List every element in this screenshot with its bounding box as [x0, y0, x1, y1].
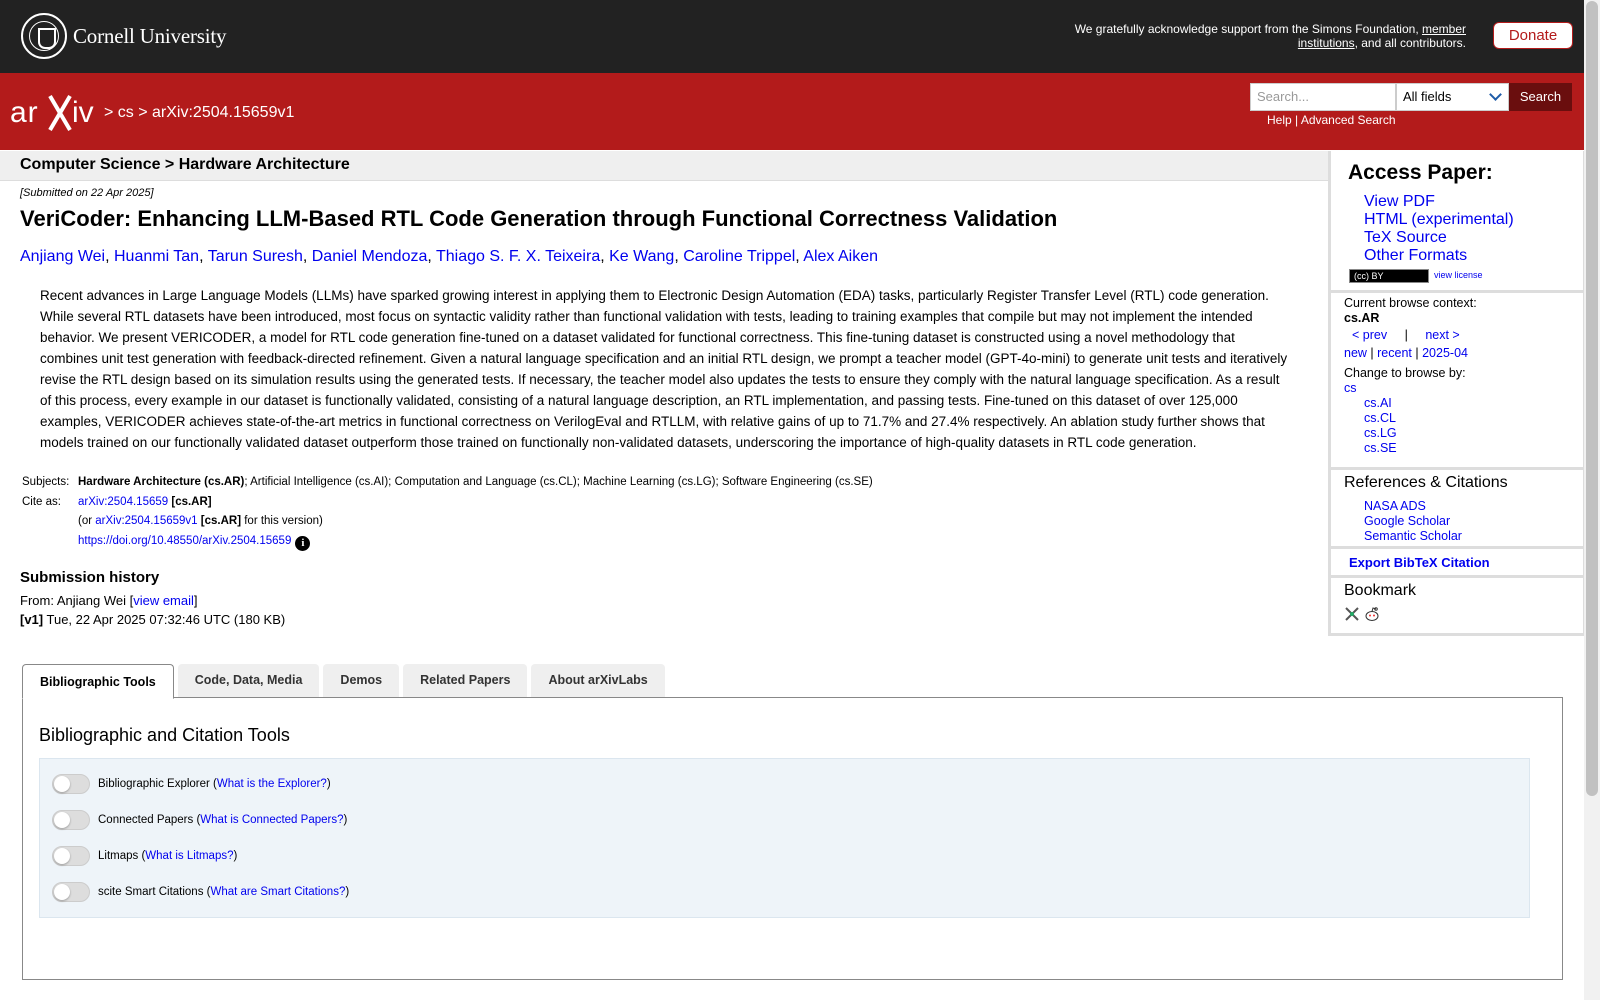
divider: [1331, 546, 1583, 549]
access-paper-title: Access Paper:: [1348, 161, 1493, 184]
tool-row: Litmaps ( What is Litmaps? ): [52, 846, 237, 866]
view-email-link[interactable]: view email: [133, 593, 194, 608]
subject-header: [0, 151, 1328, 181]
author-link[interactable]: Huanmi Tan: [113, 248, 200, 265]
what-is-explorer-link[interactable]: What is the Explorer?: [216, 778, 327, 790]
author-link[interactable]: Anjiang Wei: [20, 248, 106, 265]
cornell-logo[interactable]: [21, 13, 226, 59]
access-links: [1364, 193, 1514, 265]
recent-link[interactable]: recent: [1377, 346, 1412, 360]
svg-text:iv: iv: [72, 96, 94, 129]
what-is-connected-papers-link[interactable]: What is Connected Papers?: [200, 814, 344, 826]
tool-row: scite Smart Citations ( What are Smart Citations? ): [52, 882, 349, 902]
connected-papers-toggle[interactable]: [52, 810, 90, 830]
author-link[interactable]: Caroline Trippel: [683, 248, 796, 265]
panel-title: Bibliographic and Citation Tools: [39, 725, 290, 745]
tab-code-data-media[interactable]: Code, Data, Media: [178, 664, 320, 697]
doi-link[interactable]: https://doi.org/10.48550/arXiv.2504.15659: [78, 535, 292, 547]
html-link[interactable]: HTML (experimental): [1364, 211, 1514, 228]
tools-box: [39, 758, 1530, 918]
browse-item[interactable]: cs.SE: [1364, 441, 1397, 455]
bookmark-icons: [1344, 606, 1380, 622]
breadcrumb: > cs > arXiv:2504.15659v1: [104, 104, 295, 121]
cornell-seal-icon: [21, 13, 67, 59]
author-link[interactable]: Ke Wang: [609, 248, 675, 265]
support-text: We gratefully acknowledge support from the Simons Foundation, member institutions, and all contributors.: [1074, 22, 1466, 50]
references-links: [1364, 499, 1462, 544]
tab-related-papers[interactable]: Related Papers: [403, 664, 527, 697]
cite-version-link[interactable]: arXiv:2504.15659v1: [95, 515, 198, 527]
search-button[interactable]: Search: [1509, 83, 1572, 111]
tab-demos[interactable]: Demos: [323, 664, 399, 697]
sidebar: [1328, 151, 1586, 636]
paper-metadata: Subjects: Hardware Architecture (cs.AR); Artificial Intelligence (cs.AI); Computation and Language (cs.CL); Machine Learning (cs.LG); Software Engineering (cs.SE) Cite as: arXiv:2504.15659 [cs.AR] (or arXiv:2504.15659v1 [cs.AR] for this version) https://doi.org/10.48550/arXiv.2504.15659 i: [22, 476, 873, 549]
cite-label: Cite as:: [22, 496, 61, 508]
submission-version: [v1] Tue, 22 Apr 2025 07:32:46 UTC (180 KB): [20, 612, 286, 627]
cornell-name: Cornell University: [73, 23, 227, 48]
bibsonomy-icon[interactable]: [1344, 606, 1360, 622]
reddit-icon[interactable]: [1364, 606, 1380, 622]
divider: [1331, 575, 1583, 578]
tex-source-link[interactable]: TeX Source: [1364, 229, 1447, 246]
labs-tabs: [22, 664, 665, 699]
cc-by-license-icon[interactable]: (cc) BY: [1349, 269, 1429, 283]
divider: [1331, 290, 1583, 293]
breadcrumb-cs[interactable]: cs: [117, 104, 134, 121]
member-institutions-link[interactable]: member institutions: [1297, 22, 1466, 50]
next-link[interactable]: next >: [1425, 328, 1460, 342]
subjects-label: Subjects:: [22, 476, 70, 488]
chevron-down-icon: [1489, 88, 1502, 101]
tool-row: Bibliographic Explorer ( What is the Explorer? ): [52, 774, 331, 794]
arxiv-header: [0, 73, 1584, 150]
scrollbar-thumb[interactable]: [1586, 1, 1598, 796]
tab-panel: [22, 697, 1563, 980]
cornell-bar: [0, 0, 1584, 73]
prev-link[interactable]: < prev: [1352, 328, 1388, 342]
tab-about-arxivlabs[interactable]: About arXivLabs: [531, 664, 664, 697]
subjects-value: Hardware Architecture (cs.AR); Artificial Intelligence (cs.AI); Computation and Language (cs.CL); Machine Learning (cs.LG); Software Engineering (cs.SE): [78, 476, 873, 488]
donate-button[interactable]: Donate: [1493, 22, 1573, 49]
view-pdf-link[interactable]: View PDF: [1364, 193, 1435, 210]
arxiv-logo-icon[interactable]: [10, 92, 102, 134]
other-formats-link[interactable]: Other Formats: [1364, 247, 1468, 264]
submission-history-title: Submission history: [20, 569, 160, 586]
tool-row: Connected Papers ( What is Connected Papers? ): [52, 810, 347, 830]
search-field-select[interactable]: All fields: [1396, 83, 1509, 111]
author-list: Anjiang Wei, Huanmi Tan, Tarun Suresh, Daniel Mendoza, Thiago S. F. X. Teixeira, Ke Wang, Caroline Trippel, Alex Aiken: [20, 248, 879, 265]
cite-id-link[interactable]: arXiv:2504.15659: [78, 496, 169, 508]
browse-item[interactable]: cs.LG: [1364, 426, 1397, 440]
bibliographic-explorer-toggle[interactable]: [52, 774, 90, 794]
divider: [1331, 467, 1583, 470]
references-title: References & Citations: [1344, 474, 1508, 491]
tab-bibliographic-tools[interactable]: Bibliographic Tools: [22, 664, 174, 699]
svg-text:ar: ar: [10, 96, 39, 129]
nasa-ads-link[interactable]: NASA ADS: [1364, 499, 1426, 513]
month-link[interactable]: 2025-04: [1422, 346, 1468, 360]
view-license-link[interactable]: view license: [1434, 270, 1483, 280]
help-links: Help | Advanced Search: [1267, 113, 1396, 127]
info-icon[interactable]: i: [295, 536, 310, 551]
search-input[interactable]: Search...: [1250, 83, 1396, 111]
browse-context: Current browse context: cs.AR < prev | next > new | recent | 2025-04 Change to browse by: cs cs.AI cs.CL cs.LG cs.SE: [1344, 296, 1477, 455]
abstract: Recent advances in Large Language Models (LLMs) have sparked growing interest in applying them to Electronic Design Automation (EDA) tasks, particularly Register Transfer Level (RTL) code generation. While several RTL datasets have been introduced, most focus on syntactic validity rather than functional validation with tests, leading to training examples that compile but may not implement the intended behavior. We present VERICODER, a model for RTL code generation fine-tuned on a dataset validated for functional correctness. This fine-tuning dataset is constructed using a novel methodology that combines unit test generation with feedback-directed refinement. Given a natural language specification and an initial RTL design, we prompt a teacher model (GPT-4o-mini) to generate unit tests and iteratively revise the RTL design based on its simulation results using the generated tests. If necessary, the teacher model also updates the tests to ensure they comply with the natural language specification. As a result of this process, every example in our dataset is functionally validated, consisting of a natural language description, an RTL implementation, and passing tests. Fine-tuned on this dataset of over 125,000 examples, VERICODER achieves state-of-the-art metrics in functional correctness on VerilogEval and RTLLM, with relative gains of up to 71.7% and 27.4% respectively. An ablation study further shows that models trained on our functionally validated dataset outperform those trained on functionally non-validated datasets, underscoring the importance of high-quality datasets in RTL code generation.: [40, 288, 1288, 450]
browse-item[interactable]: cs.AI: [1364, 396, 1392, 410]
what-is-litmaps-link[interactable]: What is Litmaps?: [145, 850, 234, 862]
bookmark-title: Bookmark: [1344, 582, 1417, 599]
author-link[interactable]: Alex Aiken: [803, 248, 879, 265]
submission-from: From: Anjiang Wei [view email]: [20, 593, 198, 608]
litmaps-toggle[interactable]: [52, 846, 90, 866]
author-link[interactable]: Thiago S. F. X. Teixeira: [435, 248, 601, 265]
new-link[interactable]: new: [1344, 346, 1367, 360]
author-link[interactable]: Daniel Mendoza: [311, 248, 428, 265]
context-value: cs.AR: [1344, 311, 1380, 325]
browse-item[interactable]: cs.CL: [1364, 411, 1396, 425]
semantic-scholar-link[interactable]: Semantic Scholar: [1364, 529, 1462, 543]
author-link[interactable]: Tarun Suresh: [207, 248, 303, 265]
export-bibtex-link[interactable]: Export BibTeX Citation: [1349, 555, 1490, 570]
what-are-smart-citations-link[interactable]: What are Smart Citations?: [210, 886, 346, 898]
google-scholar-link[interactable]: Google Scholar: [1364, 514, 1451, 528]
help-link[interactable]: Help: [1267, 113, 1292, 127]
scite-toggle[interactable]: [52, 882, 90, 902]
advanced-search-link[interactable]: Advanced Search: [1300, 113, 1396, 127]
scrollbar[interactable]: [1584, 0, 1600, 1000]
paper-title: VeriCoder: Enhancing LLM-Based RTL Code Generation through Functional Correctness Validation: [20, 206, 1058, 231]
browse-cs-link[interactable]: cs: [1344, 381, 1357, 395]
breadcrumb-paper: arXiv:2504.15659v1: [152, 104, 295, 121]
submitted-date: [Submitted on 22 Apr 2025]: [20, 187, 154, 199]
subject-path: Computer Science > Hardware Architecture: [20, 156, 350, 173]
